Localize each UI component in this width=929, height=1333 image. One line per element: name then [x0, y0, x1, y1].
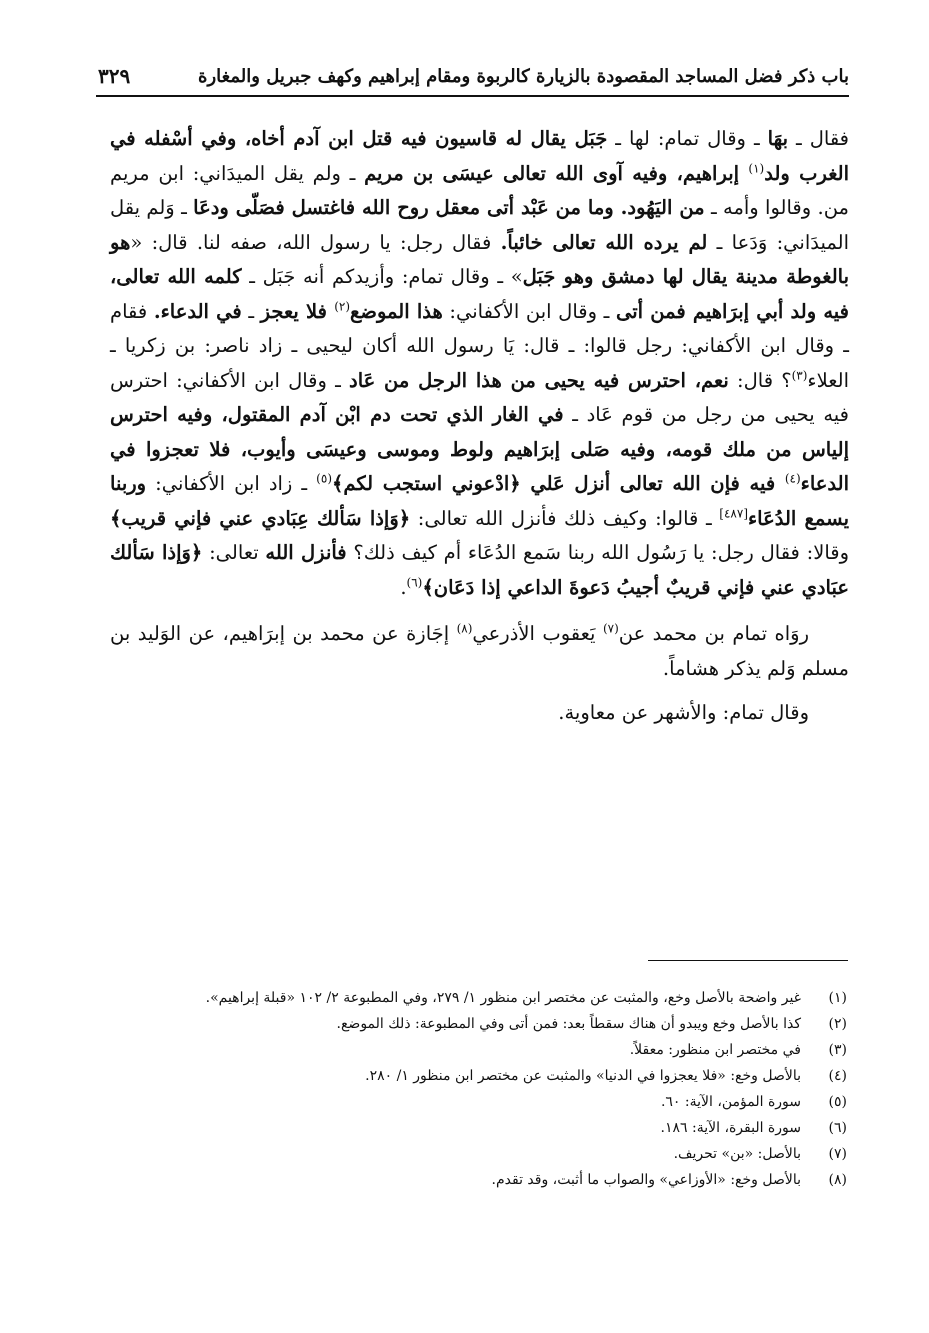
manuscript-ref-marker: [٤٨٧]: [719, 506, 748, 520]
footnote-number: (٥): [828, 1094, 847, 1110]
footnote-text: غير واضحة بالأصل وخع، والمثبت عن مختصر ابن منظور ١/ ٢٧٩، وفي المطبوعة ٢/ ١٠٢ «قبلة إبراهيم».: [205, 990, 801, 1006]
footnote-text: بالأصل وخع: «فلا يعجزوا في الدنيا» والمثبت عن مختصر ابن منظور ١/ ٢٨٠.: [365, 1068, 801, 1084]
text-segment: فقال رجل: يا رسول الله، صفه لنا. قال: «: [130, 230, 501, 254]
footnote-marker[interactable]: (٤): [784, 471, 801, 486]
footnote-marker[interactable]: (١): [748, 161, 765, 175]
footnote-text: بالأصل: «بن» تحريف.: [673, 1146, 801, 1162]
isnad-paragraph: [110, 617, 849, 686]
text-segment: ـ وقال ابن الأكفاني:: [442, 299, 616, 323]
footnote-item: [100, 1037, 847, 1063]
text-segment: كلمه الله تعالى، فيه ولد أبي إبرَاهيم فمن أتى: [110, 265, 849, 323]
text-segment: ـ قالوا: وكيف ذلك فأنزل الله تعالى:: [410, 506, 720, 530]
text-segment: في الدعاء.: [153, 299, 242, 323]
footnote-text: سورة المؤمن، الآية: ٦٠.: [660, 1094, 801, 1110]
text-segment: .: [400, 575, 407, 599]
running-header: [98, 58, 849, 94]
hadith-paragraph: [110, 122, 849, 605]
footnote-number: (٧): [828, 1146, 847, 1162]
text-segment: إبراهيم، وفيه آوى الله تعالى عيسَى بن مريم: [364, 161, 749, 185]
text-segment: ؟ قال:: [728, 368, 792, 392]
text-segment: فقام ـ وقال ابن الأكفاني: رجل قالوا: ـ قال: يَا رسول الله أكان ليحيى ـ زاد ناصر: بن زكريا ـ العلاء: [110, 299, 849, 392]
text-segment: ـ: [241, 299, 261, 323]
text-segment: بهَا: [767, 127, 789, 150]
footnote-divider: [648, 960, 848, 961]
text-segment: ـ ولم يقل الميدَاني: ابن مريم من. وقالوا وأمه ـ: [110, 161, 849, 219]
text-segment: وقالا: فقال رجل: يا رَسُول الله ربنا سَمع الدُعَاء أم كيف ذلك؟: [346, 541, 849, 564]
text-segment: فلا يعجز: [260, 299, 335, 323]
footnote-text: في مختصر ابن منظور: معقلاً.: [629, 1042, 801, 1058]
footnote-number: (٣): [828, 1042, 847, 1058]
footnote-item: [100, 1089, 847, 1115]
text-segment: ـ وَلم يقل الميدَاني: وَدَعا ـ: [110, 196, 850, 254]
footnote-number: (٨): [828, 1172, 847, 1188]
footnote-text: بالأصل وخع: «الأوزاعي» والصواب ما أثبت، وقد تقدم.: [491, 1172, 801, 1188]
footnote-number: (٤): [828, 1068, 847, 1084]
text-segment: ـ زاد ابن الأكفاني:: [146, 472, 317, 495]
footnote-text: سورة البقرة، الآية: ١٨٦.: [660, 1120, 801, 1136]
footnote-marker[interactable]: (٢): [334, 299, 351, 313]
footnote-marker[interactable]: (٨): [456, 621, 473, 636]
footnote-number: (١): [828, 990, 847, 1006]
footnote-item: [100, 1011, 847, 1037]
text-segment: فأنزل الله: [265, 541, 347, 564]
text-segment: فقال ـ: [788, 127, 850, 150]
footnote-marker[interactable]: (٦): [406, 575, 423, 589]
header-divider: [96, 95, 849, 97]
text-segment: يَعقوب الأذرعي: [472, 622, 603, 645]
text-segment: فيه فإن الله تعالى أنزل عَلي ﴿ادْعوني استجب لكم﴾: [332, 472, 785, 495]
text-segment: هذا الموضع: [350, 299, 443, 323]
text-segment: هو بالغوطة مدينة يقال لها دمشق وهو جَبَل: [110, 230, 850, 288]
text-segment: وربنا يسمع الدُعَاء: [110, 472, 850, 530]
text-segment: نعم، احترس فيه يحيى من هذا الرجل من عَاد: [349, 368, 729, 392]
text-segment: ﴿وَإذا سَألك عِبَادي عني فإني قريب﴾: [110, 506, 411, 530]
main-text: [110, 122, 849, 731]
footnote-text: كذا بالأصل وخع ويبدو أن هناك سقطاً بعد: فمن أتى وفي المطبوعة: ذلك الموضع.: [336, 1016, 801, 1032]
footnote-marker[interactable]: (٧): [602, 621, 619, 636]
footnote-marker[interactable]: (٥): [316, 471, 332, 486]
footnote-item: [100, 1167, 847, 1193]
chapter-title: باب ذكر فضل المساجد المقصودة بالزيارة كالربوة ومقام إبراهيم وكهف جبريل والمغارة: [198, 65, 849, 87]
footnote-marker[interactable]: (٣): [791, 368, 808, 382]
footnotes: [100, 985, 847, 1193]
page-number: ٣٢٩: [98, 64, 131, 88]
footnote-number: (٦): [828, 1120, 847, 1136]
footnote-item: [100, 1141, 847, 1167]
text-segment: ـ وقال ابن الأكفاني: احترس فيه يحيى من رجل من قوم عَاد ـ: [110, 368, 849, 426]
text-segment: من اليَهُود. وما من عَبْد أتى معقل روح الله فاغتسل فصَلّى ودعَا: [193, 196, 705, 219]
text-segment: ـ وقال تمام: لها ـ: [607, 127, 768, 150]
text-segment: في الغار الذي تحت دم ابْن آدم المقتول، وفيه احترس إلياس من ملك قومه، وفيه صَلى إبرَاهيم ولوط وموسى وعيسَى وأيوب، فلا تعجزوا في الدعاء: [110, 403, 849, 495]
text-segment: تعالى:: [202, 541, 266, 564]
text-segment: ﴿وَإذا سَألك عبَادي عني فإني قريبٌ أجيبُ دَعوةَ الداعي إذا دَعَان﴾: [110, 541, 849, 599]
text-segment: » ـ وقال تمام: وأزيدكم أنه جَبَل ـ: [241, 265, 523, 288]
footnote-item: [100, 985, 847, 1011]
text-segment: جَبَل يقال له قاسيون فيه قتل ابن آدم أخاه، وفي أسْفله في الغرب ولد: [110, 127, 849, 185]
closing-paragraph: وقال تمام: والأشهر عن معاوية.: [558, 701, 809, 724]
text-segment: روَاه تمام بن محمد عن: [618, 622, 809, 645]
footnote-item: [100, 1063, 847, 1089]
text-segment: لم يرده الله تعالى خائباً.: [500, 230, 708, 254]
footnote-item: [100, 1115, 847, 1141]
footnote-number: (٢): [828, 1016, 847, 1032]
text-segment: إجَازة عن محمد بن إبرَاهيم، عن الوَليد بن مسلم وَلم يذكر هشاماً.: [110, 622, 849, 680]
